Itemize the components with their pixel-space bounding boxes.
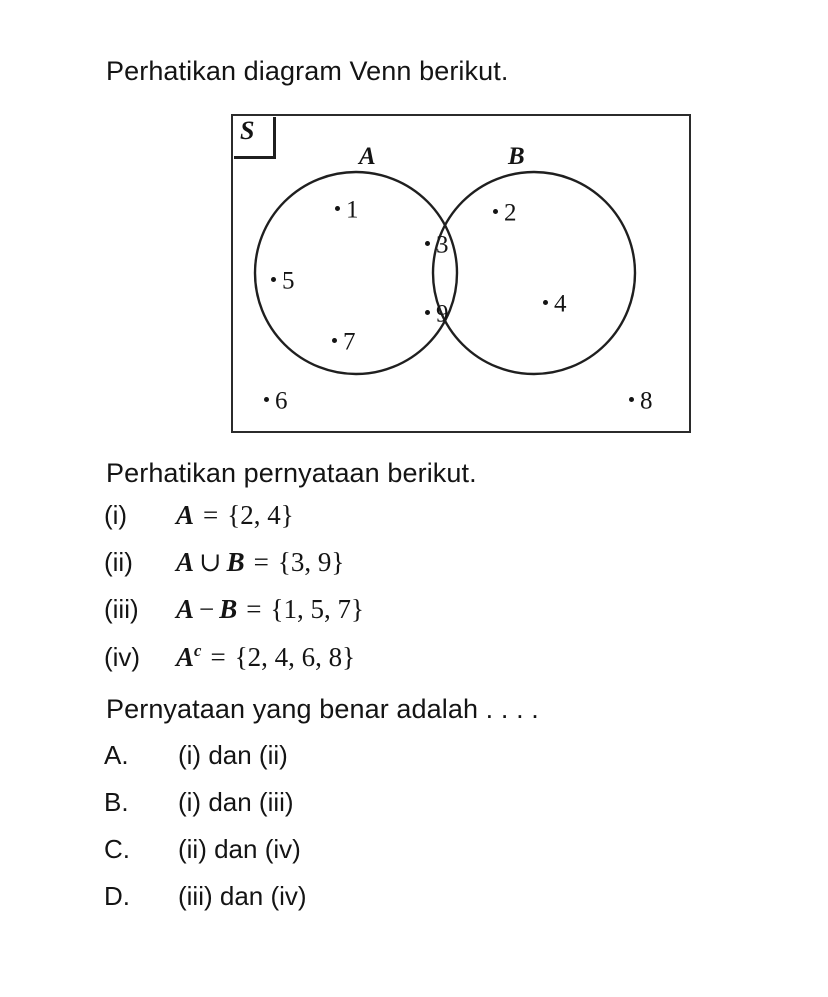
venn-element-dot-icon	[425, 241, 430, 246]
venn-element-value: 5	[282, 267, 295, 295]
venn-element-value: 1	[346, 196, 359, 224]
answer-option-text: (iii) dan (iv)	[178, 881, 307, 911]
statement-row	[104, 594, 364, 625]
statement-result-set: {3, 9}	[277, 547, 345, 577]
statement-result-set: {2, 4, 6, 8}	[234, 642, 356, 672]
venn-element-dot-icon	[493, 209, 498, 214]
statement-result-set: {1, 5, 7}	[270, 594, 364, 624]
statement-operand: B	[226, 547, 245, 577]
statement-marker: (i)	[104, 500, 128, 530]
statement-set-name: A	[176, 500, 195, 530]
statement-equals-sign: =	[210, 642, 226, 672]
answer-option-marker: D.	[104, 881, 130, 911]
statement-expression	[176, 547, 344, 578]
statement-marker: (iii)	[104, 594, 139, 624]
statement-operator: −	[199, 594, 215, 624]
venn-element-value: 3	[436, 231, 449, 259]
statement-superscript: c	[194, 641, 202, 660]
venn-element-dot-icon	[271, 277, 276, 282]
statement-operand: B	[219, 594, 238, 624]
statement-operator: ∪	[199, 547, 222, 577]
venn-element-dot-icon	[264, 397, 269, 402]
venn-element-7	[332, 327, 356, 356]
statement-equals-sign: =	[253, 547, 269, 577]
answer-option-d[interactable]	[104, 881, 307, 912]
answer-option-c[interactable]	[104, 834, 301, 865]
statement-equals-sign: =	[246, 594, 262, 624]
venn-circle-b	[433, 172, 635, 374]
venn-element-6	[264, 386, 288, 415]
universe-label-s: S	[240, 116, 255, 145]
venn-element-value: 4	[554, 290, 567, 318]
venn-element-value: 2	[504, 199, 517, 227]
statement-expression	[176, 594, 364, 625]
venn-diagram-figure	[231, 114, 691, 433]
answer-option-marker: C.	[104, 834, 130, 864]
statement-set-name: A	[176, 594, 195, 624]
venn-element-2	[493, 198, 517, 227]
statement-row	[104, 500, 294, 531]
answer-option-marker: A.	[104, 740, 129, 770]
venn-element-8	[629, 386, 653, 415]
venn-element-9	[425, 299, 449, 328]
venn-element-value: 7	[343, 328, 356, 356]
answer-option-text: (ii) dan (iv)	[178, 834, 301, 864]
venn-element-value: 6	[275, 387, 288, 415]
prompt-question-text: Pernyataan yang benar adalah . . . .	[106, 694, 539, 724]
venn-element-dot-icon	[425, 310, 430, 315]
venn-element-dot-icon	[335, 206, 340, 211]
prompt-statements-instruction: Perhatikan pernyataan berikut.	[106, 458, 477, 488]
venn-element-5	[271, 266, 295, 295]
statement-expression	[176, 641, 355, 673]
venn-element-dot-icon	[332, 338, 337, 343]
statement-result-set: {2, 4}	[227, 500, 294, 530]
set-label-a: A	[359, 143, 376, 170]
statement-marker: (ii)	[104, 547, 133, 577]
venn-element-value: 9	[436, 300, 449, 328]
venn-element-4	[543, 289, 567, 318]
statement-row	[104, 641, 355, 673]
statement-equals-sign: =	[203, 500, 219, 530]
answer-option-text: (i) dan (iii)	[178, 787, 294, 817]
statement-row	[104, 547, 344, 578]
venn-element-1	[335, 195, 359, 224]
statement-set-name: A	[176, 642, 195, 672]
answer-option-a[interactable]	[104, 740, 288, 771]
statement-set-name: A	[176, 547, 195, 577]
venn-element-3	[425, 230, 449, 259]
answer-option-b[interactable]	[104, 787, 294, 818]
prompt-diagram-instruction: Perhatikan diagram Venn berikut.	[106, 56, 509, 86]
statement-expression	[176, 500, 294, 531]
venn-element-value: 8	[640, 387, 653, 415]
set-label-b: B	[508, 143, 525, 170]
venn-circles-svg	[231, 114, 691, 433]
statement-marker: (iv)	[104, 642, 141, 672]
answer-option-text: (i) dan (ii)	[178, 740, 288, 770]
venn-element-dot-icon	[543, 300, 548, 305]
venn-element-dot-icon	[629, 397, 634, 402]
answer-option-marker: B.	[104, 787, 129, 817]
